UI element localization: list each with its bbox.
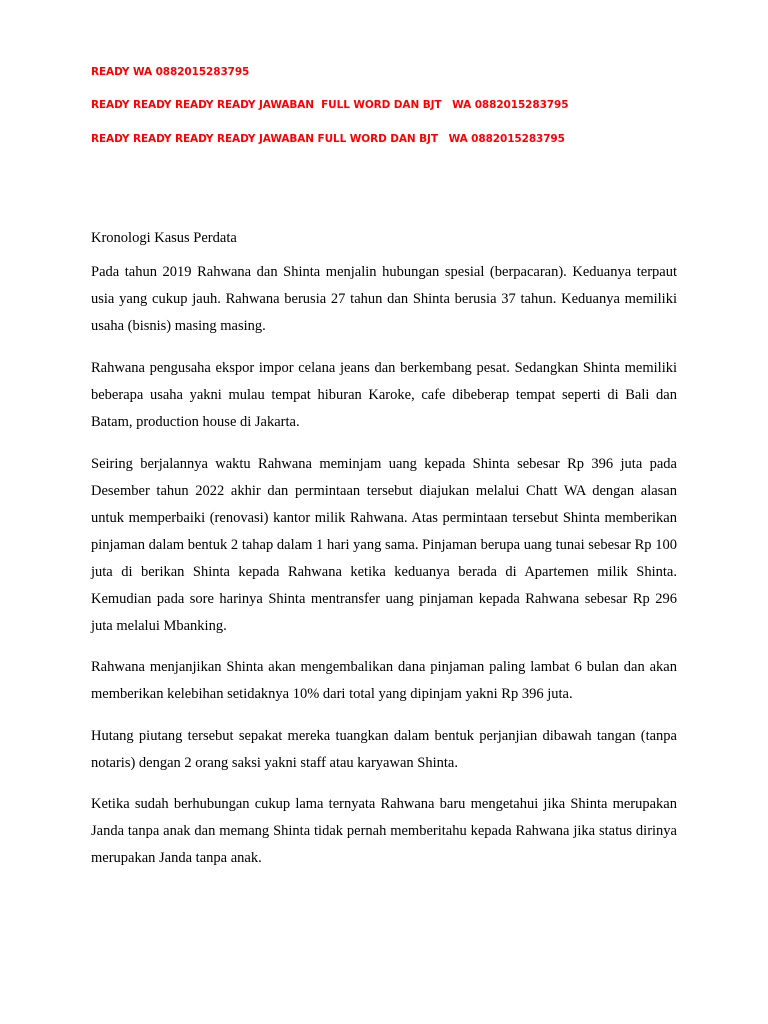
paragraph: Seiring berjalannya waktu Rahwana meminjam uang kepada Shinta sebesar Rp 396 juta pada Desember tahun 2022 akhir dan permintaan tersebut diajukan melalui Chatt WA dengan alasan untuk memperbaiki (renovasi) kantor milik Rahwana. Atas permintaan tersebut Shinta memberikan pinjaman dalam bentuk 2 tahap dalam 1 hari yang sama. Pinjaman berupa uang tunai sebesar Rp 100 juta di berikan Shinta kepada Rahwana ketika keduanya berada di Apartemen milik Shinta. Kemudian pada sore harinya Shinta mentransfer uang pinjaman kepada Rahwana sebesar Rp 296 juta melalui Mbanking. <box>91 456 677 634</box>
ad-line: READY READY READY READY JAWABAN FULL WORD DAN BJT WA 0882015283795 <box>91 99 569 111</box>
ad-line: READY READY READY READY JAWABAN FULL WORD DAN BJT WA 0882015283795 <box>91 133 565 145</box>
paragraph: Pada tahun 2019 Rahwana dan Shinta menjalin hubungan spesial (berpacaran). Keduanya terpaut usia yang cukup jauh. Rahwana berusia 27 tahun dan Shinta berusia 37 tahun. Keduanya memiliki usaha (bisnis) masing masing. <box>91 264 677 334</box>
document-title: Kronologi Kasus Perdata <box>91 230 237 246</box>
paragraph: Ketika sudah berhubungan cukup lama ternyata Rahwana baru mengetahui jika Shinta merupakan Janda tanpa anak dan memang Shinta tidak pernah memberitahu kepada Rahwana jika status dirinya merupakan Janda tanpa anak. <box>91 796 677 866</box>
paragraph: Rahwana pengusaha ekspor impor celana jeans dan berkembang pesat. Sedangkan Shinta memiliki beberapa usaha yakni mulau tempat hiburan Karoke, cafe dibeberap tempat seperti di Bali dan Batam, production house di Jakarta. <box>91 360 677 430</box>
paragraph: Hutang piutang tersebut sepakat mereka tuangkan dalam bentuk perjanjian dibawah tangan (tanpa notaris) dengan 2 orang saksi yakni staff atau karyawan Shinta. <box>91 728 677 771</box>
paragraph: Rahwana menjanjikan Shinta akan mengembalikan dana pinjaman paling lambat 6 bulan dan akan memberikan kelebihan setidaknya 10% dari total yang dipinjam yakni Rp 396 juta. <box>91 659 677 702</box>
ad-line: READY WA 0882015283795 <box>91 66 250 78</box>
